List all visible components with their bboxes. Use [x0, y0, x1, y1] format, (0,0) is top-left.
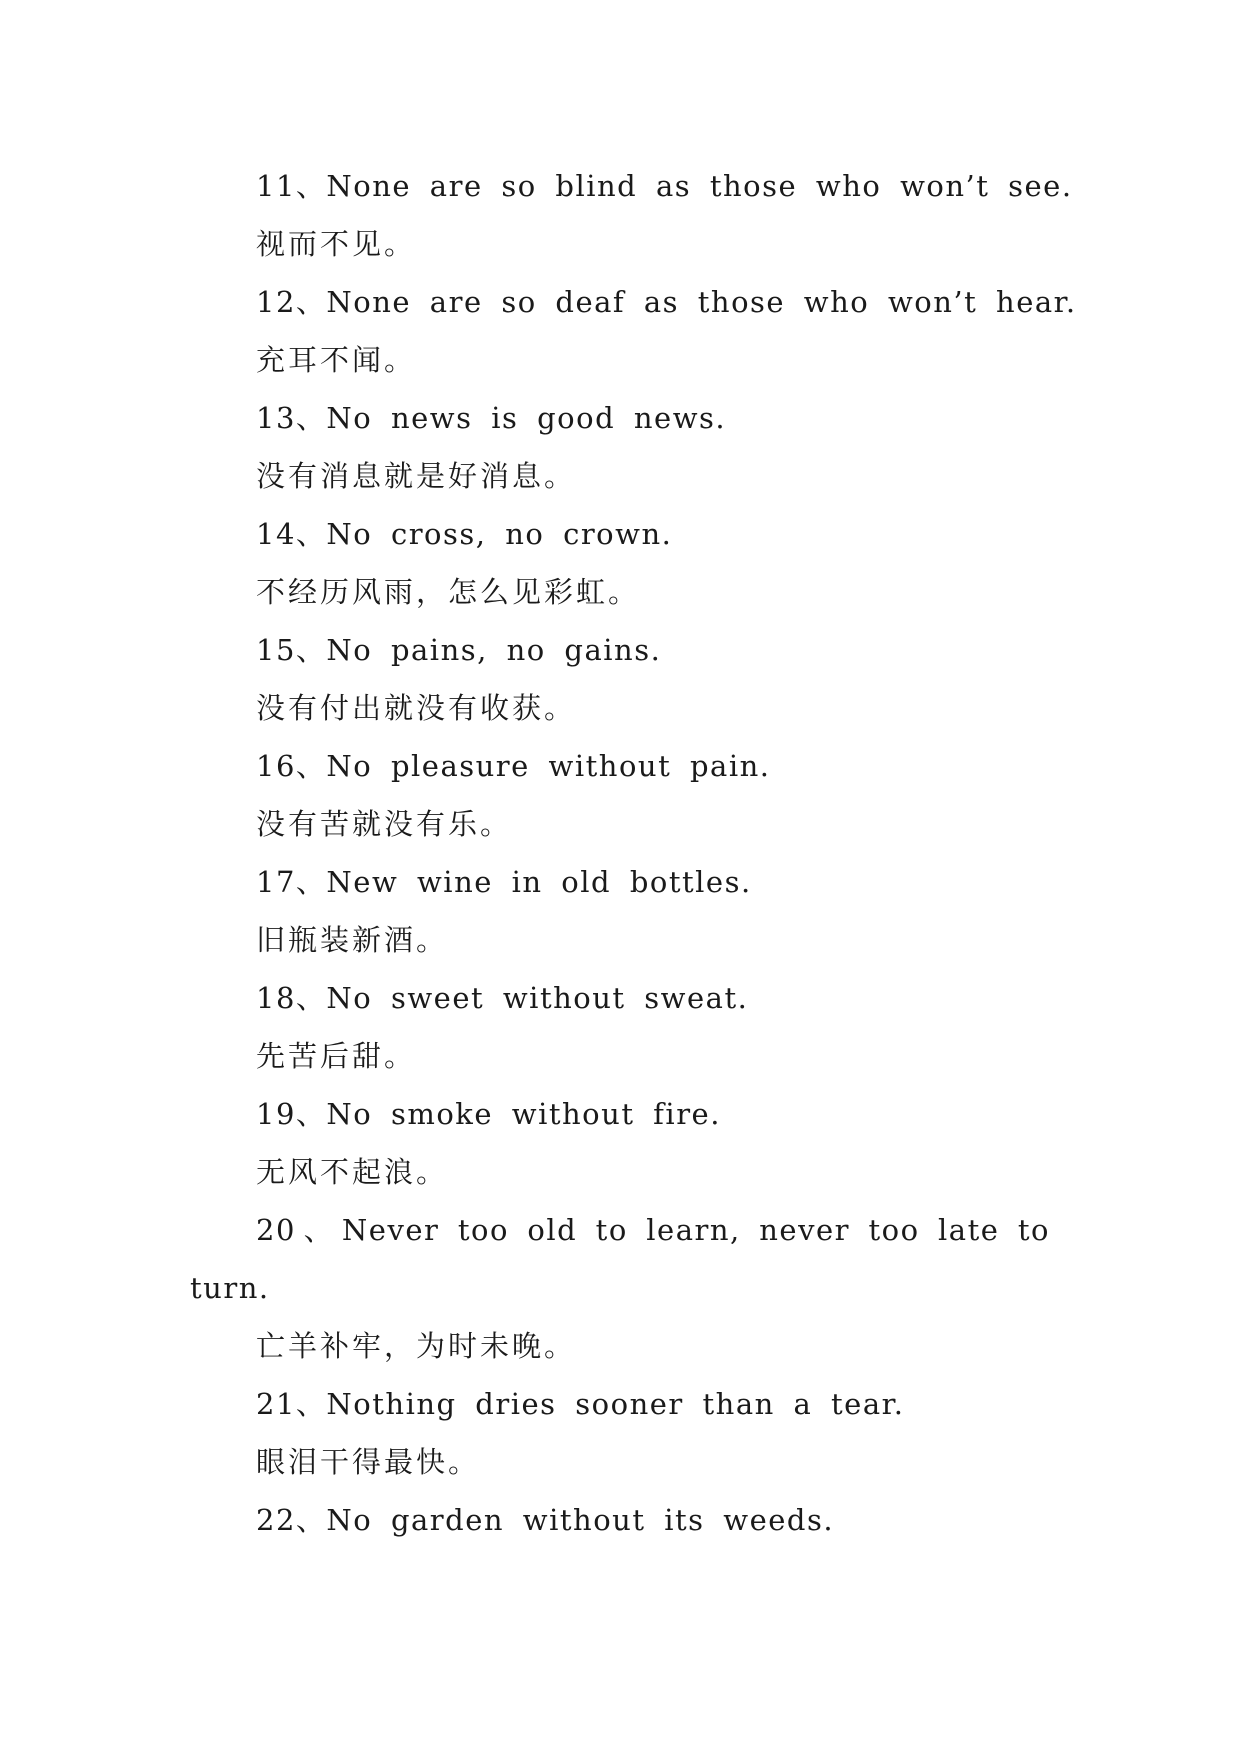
proverb-english-14: 14、No cross, no crown. — [256, 517, 673, 551]
proverb-chinese-21: 眼泪干得最快。 — [256, 1445, 481, 1479]
proverb-chinese-19: 无风不起浪。 — [256, 1155, 449, 1189]
proverb-english-21: 21、Nothing dries sooner than a tear. — [256, 1387, 905, 1421]
proverb-chinese-11: 视而不见。 — [256, 227, 417, 261]
proverb-english-13: 13、No news is good news. — [256, 401, 727, 435]
proverb-chinese-20: 亡羊补牢，为时未晚。 — [256, 1329, 577, 1363]
proverb-english-22: 22、No garden without its weeds. — [256, 1503, 835, 1537]
proverb-english-18: 18、No sweet without sweat. — [256, 981, 749, 1015]
proverb-english-16: 16、No pleasure without pain. — [256, 749, 771, 783]
proverb-chinese-13: 没有消息就是好消息。 — [256, 459, 577, 493]
proverb-english-12: 12、None are so deaf as those who won’t hear. — [256, 285, 1077, 319]
proverb-english-15: 15、No pains, no gains. — [256, 633, 662, 667]
proverb-english-17: 17、New wine in old bottles. — [256, 865, 752, 899]
proverb-english-11: 11、None are so blind as those who won’t see. — [256, 169, 1073, 203]
proverb-chinese-15: 没有付出就没有收获。 — [256, 691, 577, 725]
proverb-chinese-16: 没有苦就没有乐。 — [256, 807, 513, 841]
proverb-chinese-17: 旧瓶装新酒。 — [256, 923, 449, 957]
proverb-chinese-12: 充耳不闻。 — [256, 343, 417, 377]
proverb-english-20: 20、Never too old to learn, never too late to — [256, 1213, 1050, 1247]
proverb-english-19: 19、No smoke without fire. — [256, 1097, 721, 1131]
proverb-english-20-continued: turn. — [190, 1271, 270, 1305]
proverb-chinese-18: 先苦后甜。 — [256, 1039, 417, 1073]
proverb-chinese-14: 不经历风雨，怎么见彩虹。 — [256, 575, 641, 609]
proverb-list — [190, 157, 1077, 1549]
